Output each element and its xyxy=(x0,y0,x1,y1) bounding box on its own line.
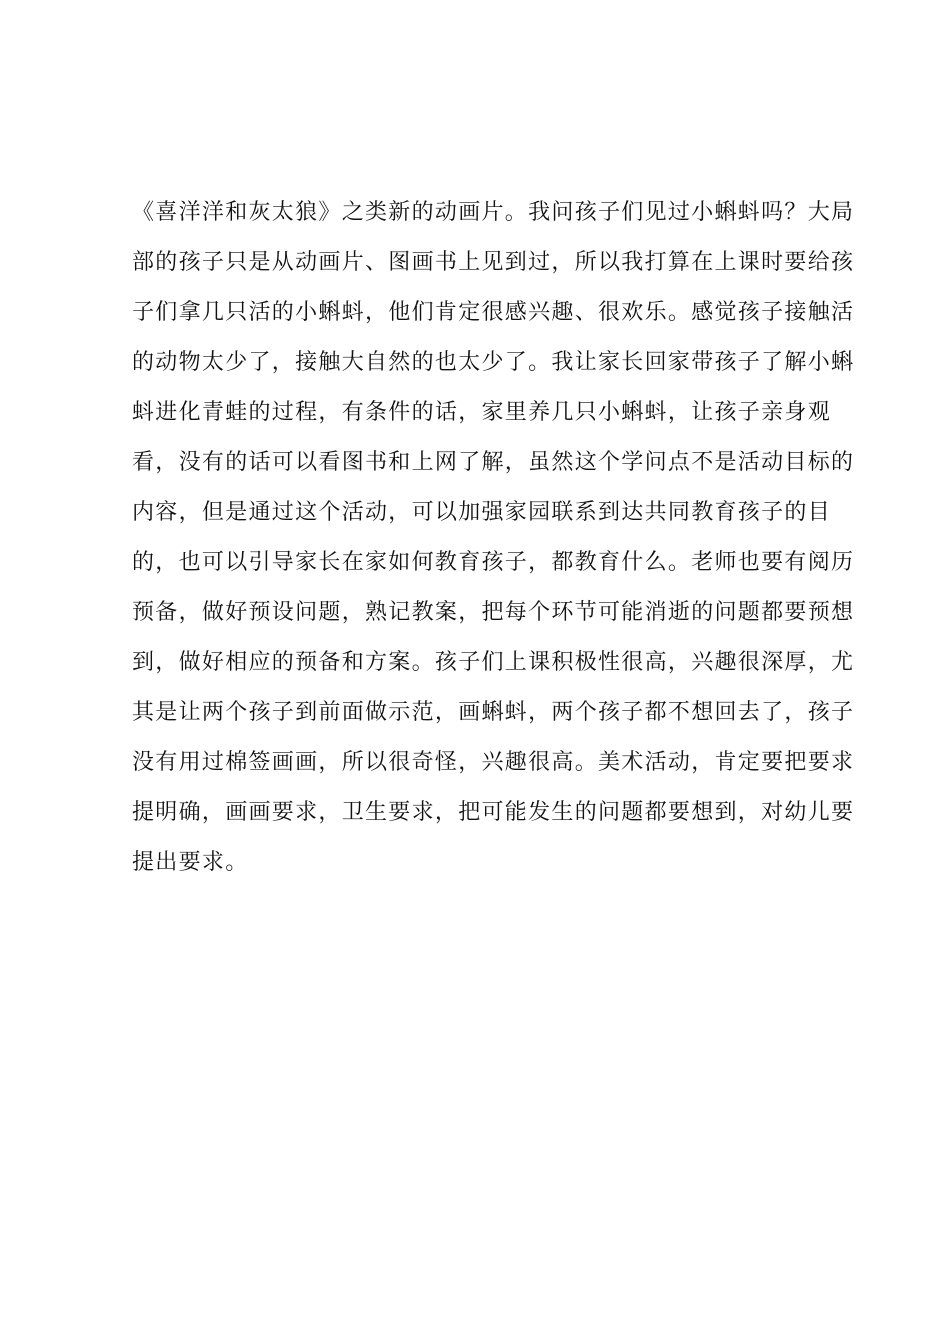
text-line: 《喜洋洋和灰太狼》之类新的动画片。我问孩子们见过小蝌蚪吗？大局 xyxy=(132,200,855,225)
text-line: 到，做好相应的预备和方案。孩子们上课积极性很高，兴趣很深厚，尤 xyxy=(132,650,855,675)
text-line: 的，也可以引导家长在家如何教育孩子，都教育什么。老师也要有阅历 xyxy=(132,550,855,575)
text-line: 部的孩子只是从动画片、图画书上见到过，所以我打算在上课时要给孩 xyxy=(132,250,855,275)
text-line: 内容，但是通过这个活动，可以加强家园联系到达共同教育孩子的目 xyxy=(132,500,832,525)
text-line: 提出要求。 xyxy=(132,850,249,875)
text-line: 提明确，画画要求，卫生要求，把可能发生的问题都要想到，对幼儿要 xyxy=(132,800,855,825)
body-paragraph xyxy=(132,188,855,888)
text-line: 的动物太少了，接触大自然的也太少了。我让家长回家带孩子了解小蝌 xyxy=(132,350,855,375)
text-line: 子们拿几只活的小蝌蚪，他们肯定很感兴趣、很欢乐。感觉孩子接触活 xyxy=(132,300,855,325)
text-line: 没有用过棉签画画，所以很奇怪，兴趣很高。美术活动，肯定要把要求 xyxy=(132,750,855,775)
text-line: 蚪进化青蛙的过程，有条件的话，家里养几只小蝌蚪，让孩子亲身观 xyxy=(132,400,832,425)
text-line: 看，没有的话可以看图书和上网了解，虽然这个学问点不是活动目标的 xyxy=(132,450,855,475)
text-line: 预备，做好预设问题，熟记教案，把每个环节可能消逝的问题都要预想 xyxy=(132,600,855,625)
text-line: 其是让两个孩子到前面做示范，画蝌蚪，两个孩子都不想回去了，孩子 xyxy=(132,700,855,725)
